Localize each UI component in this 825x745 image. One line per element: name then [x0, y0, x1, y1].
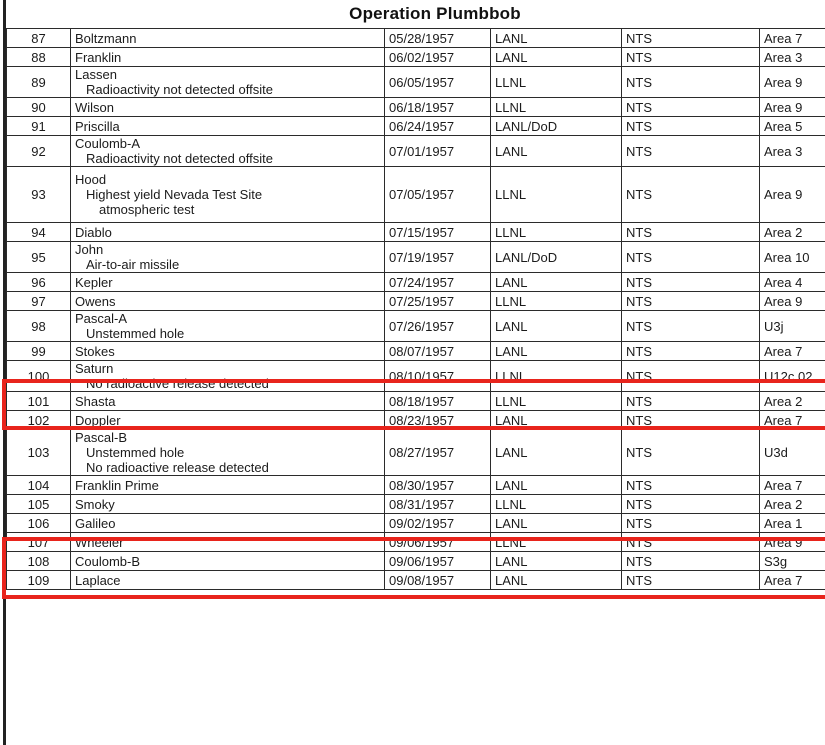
test-note: No radioactive release detected — [86, 460, 269, 475]
test-number-cell: 94 — [7, 223, 71, 242]
test-date-cell: 07/24/1957 — [385, 273, 491, 292]
table-row — [7, 430, 825, 476]
test-area-cell: Area 9 — [760, 533, 825, 552]
test-name: Kepler — [75, 274, 113, 290]
test-number-cell: 101 — [7, 392, 71, 411]
test-number-cell: 97 — [7, 292, 71, 311]
test-date-cell: 09/02/1957 — [385, 514, 491, 533]
test-table — [6, 28, 825, 590]
test-area-cell: Area 10 — [760, 242, 825, 273]
test-area-cell: Area 7 — [760, 476, 825, 495]
test-area-cell: Area 3 — [760, 48, 825, 67]
test-note: Unstemmed hole — [86, 445, 185, 460]
test-area-cell: Area 9 — [760, 98, 825, 117]
test-site-cell: NTS — [622, 476, 760, 495]
test-site-cell: NTS — [622, 495, 760, 514]
test-area-cell: S3g — [760, 552, 825, 571]
test-date-cell: 06/02/1957 — [385, 48, 491, 67]
test-name-cell — [71, 117, 385, 136]
test-name: Lassen — [75, 67, 117, 82]
test-date-cell: 07/05/1957 — [385, 167, 491, 223]
test-date-cell: 09/06/1957 — [385, 552, 491, 571]
test-name: Shasta — [75, 393, 116, 409]
table-row — [7, 273, 825, 292]
test-number-cell: 98 — [7, 311, 71, 342]
test-number-cell: 102 — [7, 411, 71, 430]
sponsor-lab-cell: LANL — [491, 136, 622, 167]
test-number-cell: 89 — [7, 67, 71, 98]
test-name-cell — [71, 98, 385, 117]
table-row — [7, 533, 825, 552]
sponsor-lab-cell: LLNL — [491, 392, 622, 411]
test-note: No radioactive release detected — [86, 376, 269, 391]
test-table-body — [7, 29, 825, 590]
test-name-cell — [71, 361, 385, 392]
test-date-cell: 07/01/1957 — [385, 136, 491, 167]
test-area-cell: Area 9 — [760, 292, 825, 311]
sponsor-lab-cell: LLNL — [491, 361, 622, 392]
test-date-cell: 08/07/1957 — [385, 342, 491, 361]
test-name-cell — [71, 136, 385, 167]
test-number-cell: 95 — [7, 242, 71, 273]
test-name-cell — [71, 514, 385, 533]
test-number-cell: 91 — [7, 117, 71, 136]
sponsor-lab-cell: LANL — [491, 48, 622, 67]
test-site-cell: NTS — [622, 48, 760, 67]
test-name: Stokes — [75, 343, 115, 359]
test-site-cell: NTS — [622, 342, 760, 361]
sponsor-lab-cell: LLNL — [491, 98, 622, 117]
table-row — [7, 411, 825, 430]
sponsor-lab-cell: LLNL — [491, 67, 622, 98]
test-site-cell: NTS — [622, 98, 760, 117]
test-name: Coulomb-A — [75, 136, 141, 151]
test-name-cell — [71, 533, 385, 552]
test-name-cell — [71, 292, 385, 311]
table-row — [7, 48, 825, 67]
test-site-cell: NTS — [622, 136, 760, 167]
sponsor-lab-cell: LANL — [491, 311, 622, 342]
test-name: Galileo — [75, 515, 116, 531]
test-date-cell: 07/25/1957 — [385, 292, 491, 311]
test-name-cell — [71, 29, 385, 48]
test-number-cell: 87 — [7, 29, 71, 48]
table-row — [7, 361, 825, 392]
test-name-cell — [71, 67, 385, 98]
test-name: Coulomb-B — [75, 553, 141, 569]
sponsor-lab-cell: LANL — [491, 571, 622, 590]
test-date-cell: 08/30/1957 — [385, 476, 491, 495]
table-row — [7, 117, 825, 136]
test-number-cell: 100 — [7, 361, 71, 392]
sponsor-lab-cell: LANL/DoD — [491, 117, 622, 136]
test-site-cell: NTS — [622, 311, 760, 342]
table-row — [7, 167, 825, 223]
test-date-cell: 09/08/1957 — [385, 571, 491, 590]
test-name: Pascal-A — [75, 311, 128, 326]
test-date-cell: 05/28/1957 — [385, 29, 491, 48]
test-site-cell: NTS — [622, 571, 760, 590]
test-area-cell: Area 5 — [760, 117, 825, 136]
test-site-cell: NTS — [622, 411, 760, 430]
test-number-cell: 92 — [7, 136, 71, 167]
test-number-cell: 104 — [7, 476, 71, 495]
test-date-cell: 06/05/1957 — [385, 67, 491, 98]
test-area-cell: Area 4 — [760, 273, 825, 292]
test-site-cell: NTS — [622, 29, 760, 48]
test-site-cell: NTS — [622, 273, 760, 292]
test-name: Priscilla — [75, 118, 120, 134]
test-name: Hood — [75, 172, 107, 187]
test-date-cell: 08/27/1957 — [385, 430, 491, 476]
sponsor-lab-cell: LANL — [491, 430, 622, 476]
test-name: Franklin Prime — [75, 477, 159, 493]
test-area-cell: Area 2 — [760, 392, 825, 411]
table-row — [7, 392, 825, 411]
test-note: Highest yield Nevada Test Site — [86, 187, 263, 202]
table-row — [7, 476, 825, 495]
test-name-cell — [71, 571, 385, 590]
table-row — [7, 223, 825, 242]
sponsor-lab-cell: LANL — [491, 552, 622, 571]
test-site-cell: NTS — [622, 514, 760, 533]
sponsor-lab-cell: LANL/DoD — [491, 242, 622, 273]
table-row — [7, 242, 825, 273]
test-area-cell: Area 3 — [760, 136, 825, 167]
test-site-cell: NTS — [622, 392, 760, 411]
test-name-cell — [71, 552, 385, 571]
test-number-cell: 93 — [7, 167, 71, 223]
test-name-cell — [71, 476, 385, 495]
test-date-cell: 06/18/1957 — [385, 98, 491, 117]
test-date-cell: 07/19/1957 — [385, 242, 491, 273]
test-area-cell: U3j — [760, 311, 825, 342]
table-row — [7, 342, 825, 361]
table-row — [7, 136, 825, 167]
sponsor-lab-cell: LLNL — [491, 533, 622, 552]
test-area-cell: Area 9 — [760, 167, 825, 223]
test-name-cell — [71, 242, 385, 273]
table-row — [7, 292, 825, 311]
test-area-cell: Area 2 — [760, 223, 825, 242]
sponsor-lab-cell: LANL — [491, 514, 622, 533]
test-name-cell — [71, 167, 385, 223]
test-area-cell: Area 9 — [760, 67, 825, 98]
sponsor-lab-cell: LLNL — [491, 292, 622, 311]
test-area-cell: Area 7 — [760, 571, 825, 590]
test-date-cell: 08/23/1957 — [385, 411, 491, 430]
test-area-cell: U12c.02 — [760, 361, 825, 392]
test-name: Saturn — [75, 361, 114, 376]
test-number-cell: 90 — [7, 98, 71, 117]
test-number-cell: 99 — [7, 342, 71, 361]
table-row — [7, 495, 825, 514]
test-area-cell: U3d — [760, 430, 825, 476]
table-row — [7, 67, 825, 98]
test-name-cell — [71, 411, 385, 430]
test-number-cell: 109 — [7, 571, 71, 590]
sponsor-lab-cell: LANL — [491, 273, 622, 292]
sponsor-lab-cell: LLNL — [491, 495, 622, 514]
test-site-cell: NTS — [622, 552, 760, 571]
test-name-cell — [71, 48, 385, 67]
test-number-cell: 96 — [7, 273, 71, 292]
test-name-cell — [71, 495, 385, 514]
table-row — [7, 514, 825, 533]
table-row — [7, 552, 825, 571]
test-area-cell: Area 7 — [760, 342, 825, 361]
test-site-cell: NTS — [622, 292, 760, 311]
table-title: Operation Plumbbob — [349, 4, 521, 23]
test-site-cell: NTS — [622, 117, 760, 136]
test-area-cell: Area 7 — [760, 29, 825, 48]
sponsor-lab-cell: LANL — [491, 476, 622, 495]
test-name-cell — [71, 311, 385, 342]
test-site-cell: NTS — [622, 167, 760, 223]
test-name: Wheeler — [75, 534, 124, 550]
test-name: Wilson — [75, 99, 115, 115]
test-note: Air-to-air missile — [86, 257, 180, 272]
test-site-cell: NTS — [622, 223, 760, 242]
test-site-cell: NTS — [622, 67, 760, 98]
test-name: Owens — [75, 293, 116, 309]
test-area-cell: Area 2 — [760, 495, 825, 514]
test-area-cell: Area 1 — [760, 514, 825, 533]
sponsor-lab-cell: LANL — [491, 29, 622, 48]
test-number-cell: 108 — [7, 552, 71, 571]
test-name: John — [75, 242, 104, 257]
test-name: Doppler — [75, 412, 121, 428]
test-site-cell: NTS — [622, 242, 760, 273]
test-site-cell: NTS — [622, 533, 760, 552]
test-name-cell — [71, 430, 385, 476]
test-area-cell: Area 7 — [760, 411, 825, 430]
test-number-cell: 105 — [7, 495, 71, 514]
test-site-cell: NTS — [622, 430, 760, 476]
test-name: Diablo — [75, 224, 112, 240]
test-name: Laplace — [75, 572, 121, 588]
table-row — [7, 571, 825, 590]
test-name-cell — [71, 392, 385, 411]
test-number-cell: 88 — [7, 48, 71, 67]
sponsor-lab-cell: LLNL — [491, 223, 622, 242]
table-row — [7, 311, 825, 342]
test-name: Franklin — [75, 49, 122, 65]
test-date-cell: 07/26/1957 — [385, 311, 491, 342]
test-note: Radioactivity not detected offsite — [86, 151, 273, 166]
test-name-cell — [71, 273, 385, 292]
sponsor-lab-cell: LANL — [491, 342, 622, 361]
test-site-cell: NTS — [622, 361, 760, 392]
test-name-cell — [71, 342, 385, 361]
test-number-cell: 106 — [7, 514, 71, 533]
sponsor-lab-cell: LLNL — [491, 167, 622, 223]
test-note: Unstemmed hole — [86, 326, 185, 341]
test-date-cell: 08/31/1957 — [385, 495, 491, 514]
test-name-cell — [71, 223, 385, 242]
test-date-cell: 09/06/1957 — [385, 533, 491, 552]
test-number-cell: 107 — [7, 533, 71, 552]
test-date-cell: 06/24/1957 — [385, 117, 491, 136]
sponsor-lab-cell: LANL — [491, 411, 622, 430]
test-name: Boltzmann — [75, 30, 137, 46]
test-date-cell: 08/10/1957 — [385, 361, 491, 392]
table-row — [7, 29, 825, 48]
table-row — [7, 98, 825, 117]
test-name: Smoky — [75, 496, 115, 512]
test-date-cell: 07/15/1957 — [385, 223, 491, 242]
test-date-cell: 08/18/1957 — [385, 392, 491, 411]
test-number-cell: 103 — [7, 430, 71, 476]
test-note: atmospheric test — [99, 202, 195, 217]
test-name: Pascal-B — [75, 430, 128, 445]
test-note: Radioactivity not detected offsite — [86, 82, 273, 97]
